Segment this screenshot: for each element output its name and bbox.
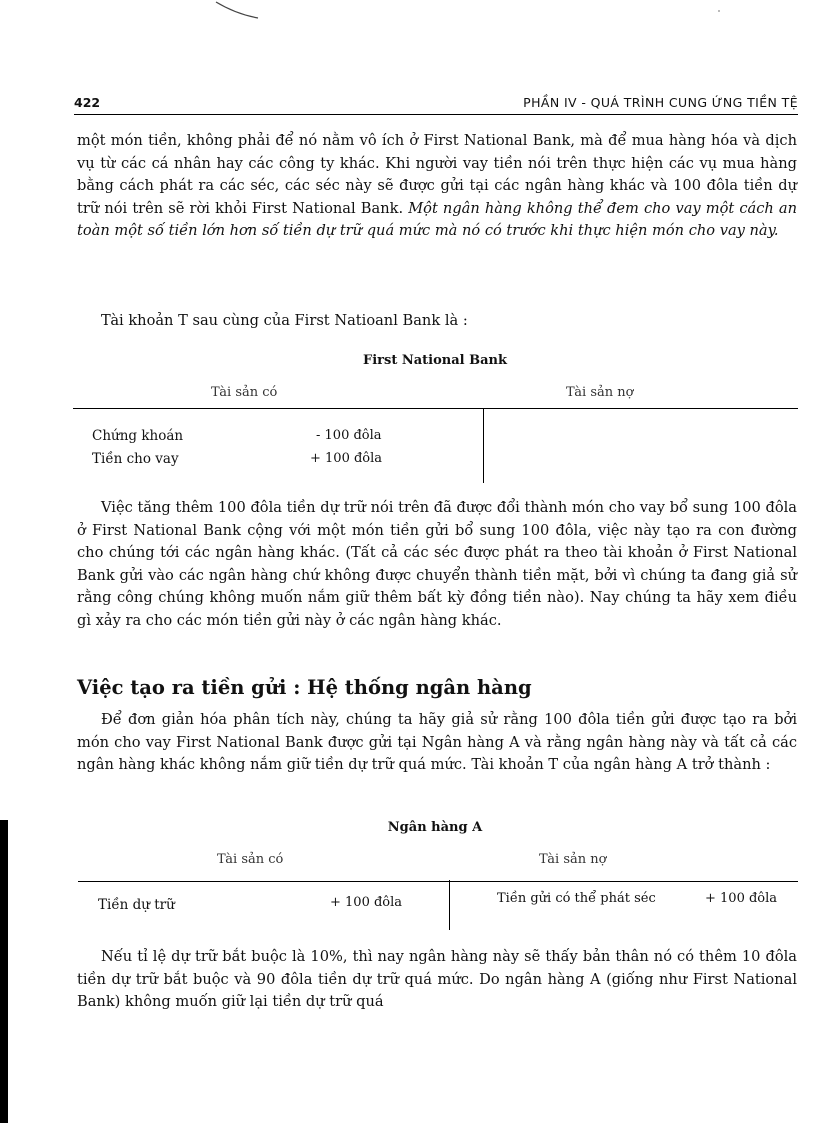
paragraph-1-italic: Một ngân hàng không thể đem cho vay một cách an toàn một số tiền lớn hơn số tiền dự trữ quá mức mà nó có trước khi thực hiện món cho vay này. <box>77 199 798 239</box>
table2-liability-label: Tiền gửi có thể phát séc <box>497 891 656 906</box>
table1-row-label: Chứng khoán <box>92 428 184 444</box>
section-title: Việc tạo ra tiền gửi : Hệ thống ngân hàng <box>77 676 532 699</box>
table2-liabilities-header: Tài sản nợ <box>539 852 607 867</box>
running-head: PHẦN IV - QUÁ TRÌNH CUNG ỨNG TIỀN TỆ <box>523 95 798 110</box>
table2-asset-value: + 100 đôla <box>330 895 403 910</box>
page-spine-shadow <box>0 820 8 1123</box>
table1-assets-header: Tài sản có <box>211 385 278 400</box>
paragraph-3: Việc tăng thêm 100 đôla tiền dự trữ nói trên đã được đổi thành món cho vay bổ sung 100 đôla ở First National Bank cộng với một món tiền gửi bổ sung 100 đôla, việc này tạo ra con đường cho chúng tới các ngân hàng khác. (Tất cả các séc được phát ra theo tài khoản ở First National Bank gửi vào các ngân hàng chứ không được chuyển thành tiền mặt, bởi vì chúng ta đang giả sử rằng công chúng không muốn nắm giữ thêm bất kỳ đồng tiền nào). Nay chúng ta hãy xem điều gì xảy ra cho các món tiền gửi này ở các ngân hàng khác. <box>77 499 797 629</box>
table2-liability-value: + 100 đôla <box>705 891 778 906</box>
header-rule <box>74 114 798 115</box>
table2-divider <box>449 880 450 930</box>
table2-asset-label: Tiền dự trữ <box>98 897 175 913</box>
table2-assets-header: Tài sản có <box>217 852 284 867</box>
paragraph-5: Nếu tỉ lệ dự trữ bắt buộc là 10%, thì nay ngân hàng này sẽ thấy bản thân nó có thêm 10 đôla tiền dự trữ bắt buộc và 90 đôla tiền dự trữ quá mức. Do ngân hàng A (giống như First National Bank) không muốn giữ lại tiền dự trữ quá <box>77 948 797 1010</box>
scan-dot <box>718 10 720 12</box>
table1-divider <box>483 409 484 483</box>
table1-row-label: Tiền cho vay <box>92 451 179 467</box>
table1-title: First National Bank <box>363 353 507 368</box>
table1-liabilities-header: Tài sản nợ <box>566 385 634 400</box>
paragraph-2: Tài khoản T sau cùng của First Natioanl Bank là : <box>101 312 468 329</box>
paragraph-4: Để đơn giản hóa phân tích này, chúng ta hãy giả sử rằng 100 đôla tiền gửi được tạo ra bởi món cho vay First National Bank được gửi tại Ngân hàng A và rằng ngân hàng này và tất cả các ngân hàng khác không nắm giữ tiền dự trữ quá mức. Tài khoản T của ngân hàng A trở thành : <box>77 711 797 773</box>
table1-row-value: - 100 đôla <box>316 428 382 443</box>
page-header <box>74 93 798 115</box>
table2-title: Ngân hàng A <box>387 820 483 835</box>
page-number: 422 <box>74 95 101 110</box>
table1-header-rule <box>73 408 798 409</box>
table1-row-value: + 100 đôla <box>310 451 383 466</box>
paragraph-1 <box>77 130 797 243</box>
table2-header-rule <box>78 881 798 882</box>
paragraph-1-text: một món tiền, không phải để nó nằm vô ích ở First National Bank, mà để mua hàng hóa và dịch vụ từ các cá nhân hay các công ty khác. Khi người vay tiền nói trên thực hiện các vụ mua hàng bằng cách phát ra các séc, các séc này sẽ được gửi tại các ngân hàng khác và 100 đôla tiền dự trữ nói trên sẽ rời khỏi First National Bank. <box>77 132 797 217</box>
scan-mark <box>214 0 274 22</box>
